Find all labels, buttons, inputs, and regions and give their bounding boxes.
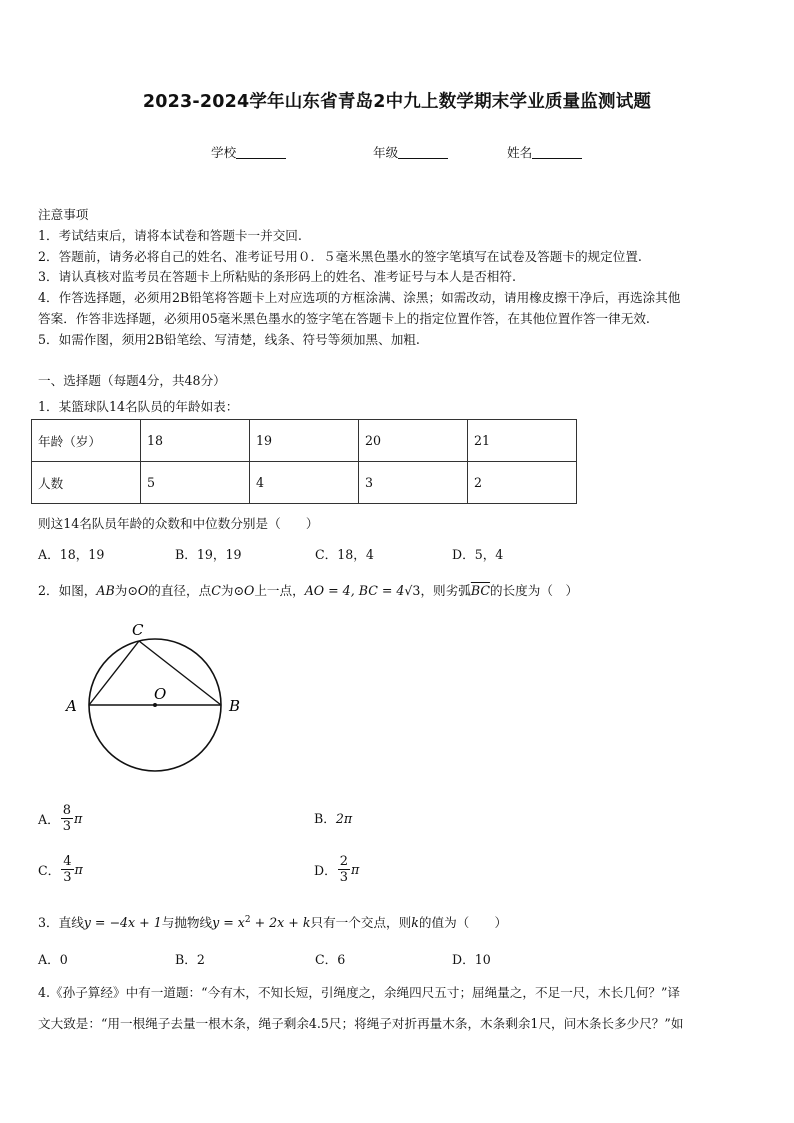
q3-text: 与抛物线 [161,915,213,930]
table-cell: 19 [250,420,359,462]
table-cell: 20 [359,420,468,462]
q2-text: 为 [220,583,234,598]
numerator: 8 [62,802,71,818]
q2-option-c[interactable] [38,849,83,889]
pi-symbol: π [74,861,83,877]
fraction [61,855,73,884]
q3-parabola-rest: + 2x + k [250,915,311,930]
q3-option-c[interactable]: C．6 [315,952,346,967]
table-cell: 4 [250,462,359,504]
circle-figure [60,615,260,795]
q2-given: AO = 4, BC = 4 [304,583,405,598]
table-cell: 18 [141,420,250,462]
q2-num: 2．如图， [38,583,97,598]
q1-option-c[interactable]: C．18，4 [315,547,374,562]
note-item: 1．考试结束后，请将本试卷和答题卡一并交回. [38,228,302,243]
q3-option-a[interactable]: A．0 [38,952,68,967]
denominator: 3 [339,869,348,885]
table-cell: 5 [141,462,250,504]
page-title: 2023-2024学年山东省青岛2中九上数学期末学业质量监测试题 [142,92,652,112]
q3-text: 只有一个交点，则 [310,915,412,930]
note-item: 2．答题前，请务必将自己的姓名、准考证号用０．５毫米黑色墨水的签字笔填写在试卷及答题卡的规定位置. [38,249,642,264]
q3-num: 3．直线 [38,915,84,930]
q1-option-d[interactable]: D．5，4 [452,547,504,562]
denominator: 3 [63,869,72,885]
q2-text: ，则劣弧 [420,583,471,598]
center-point [153,703,157,707]
fraction [61,804,73,833]
q2-circle-o: ⊙O [127,583,149,598]
q3-exponent: 2 [244,915,251,925]
name-field[interactable] [507,142,582,161]
note-item: 5．如需作图，须用2B铅笔绘、写清楚，线条、符号等须加黑、加粗. [38,332,420,347]
q2-sqrt: √3 [404,583,421,598]
q2-text: 上一点， [254,583,305,598]
chord-bc [139,641,221,705]
school-blank[interactable] [236,146,286,159]
q2-ab: AB [96,583,115,598]
q2-point-c: C [211,583,221,598]
q3-stem [38,912,507,931]
q2-option-b[interactable] [314,808,352,827]
numerator: 4 [63,853,72,869]
school-label: 学校 [211,145,237,160]
q2-stem [38,580,578,599]
label-c: C [132,621,144,639]
q2-text: 的直径，点 [148,583,212,598]
label-a: A [66,697,77,715]
q3-parabola: y = x [212,915,245,930]
q2-text: 为 [114,583,128,598]
table-cell: 21 [468,420,577,462]
note-item: 4．作答选择题，必须用2B铅笔将答题卡上对应选项的方框涂满、涂黑；如需改动，请用橡皮擦干净后，再选涂其他 [38,290,681,305]
table-cell: 人数 [32,462,141,504]
q4-line: 文大致是：“用一根绳子去量一根木条，绳子剩余4.5尺；将绳子对折再量木条，木条剩余1尺，问木条长多少尺？”如 [38,1016,684,1031]
option-letter: B． [314,811,336,826]
note-item: 答案．作答非选择题，必须用05毫米黑色墨水的签字笔在答题卡上的指定位置作答，在其他位置作答一律无效. [38,311,650,326]
q1-option-b[interactable]: B．19，19 [175,547,242,562]
q1-option-a[interactable]: A．18，19 [38,547,105,562]
q2-option-d[interactable] [314,849,359,889]
numerator: 2 [339,853,348,869]
table-row [32,420,577,462]
table-cell: 2 [468,462,577,504]
q3-option-d[interactable]: D．10 [452,952,491,967]
table-cell: 年龄（岁） [32,420,141,462]
section-heading: 一、选择题（每题4分，共48分） [38,373,226,388]
age-table [31,419,577,504]
fraction [338,855,350,884]
denominator: 3 [62,818,71,834]
q2-circle-o: ⊙O [233,583,255,598]
label-b: B [229,697,241,715]
q2-option-a[interactable] [38,798,82,838]
table-row [32,462,577,504]
q2-text: 的长度为（ ） [489,583,579,598]
q3-text: 的值为（ ） [418,915,508,930]
q3-option-b[interactable]: B．2 [175,952,205,967]
grade-blank[interactable] [398,146,448,159]
grade-label: 年级 [373,145,399,160]
option-letter: C． [38,862,61,878]
q2-arc-bc: $\overline{BC}$ [470,583,490,598]
q4-line: 4.《孙子算经》中有一道题：“今有木，不知长短，引绳度之，余绳四尺五寸；屈绳量之，不足一尺，木长几何？”译 [38,985,680,1000]
q3-k: k [411,915,419,930]
option-text: 2π [335,811,353,826]
grade-field[interactable] [373,142,448,161]
q1-stem: 1．某篮球队14名队员的年龄如表： [38,399,239,414]
school-field[interactable] [211,142,286,161]
option-letter: D． [314,862,337,878]
option-letter: A． [38,811,60,827]
q3-line-eq: y = −4x + 1 [83,915,162,930]
label-o: O [154,685,167,703]
pi-symbol: π [350,861,360,877]
table-cell: 3 [359,462,468,504]
pi-symbol: π [73,810,83,826]
notes-heading: 注意事项 [38,207,89,222]
q1-question: 则这14名队员年龄的众数和中位数分别是（ ） [38,516,319,531]
name-blank[interactable] [532,146,582,159]
note-item: 3．请认真核对监考员在答题卡上所粘贴的条形码上的姓名、准考证号与本人是否相符. [38,269,516,284]
name-label: 姓名 [507,145,533,160]
